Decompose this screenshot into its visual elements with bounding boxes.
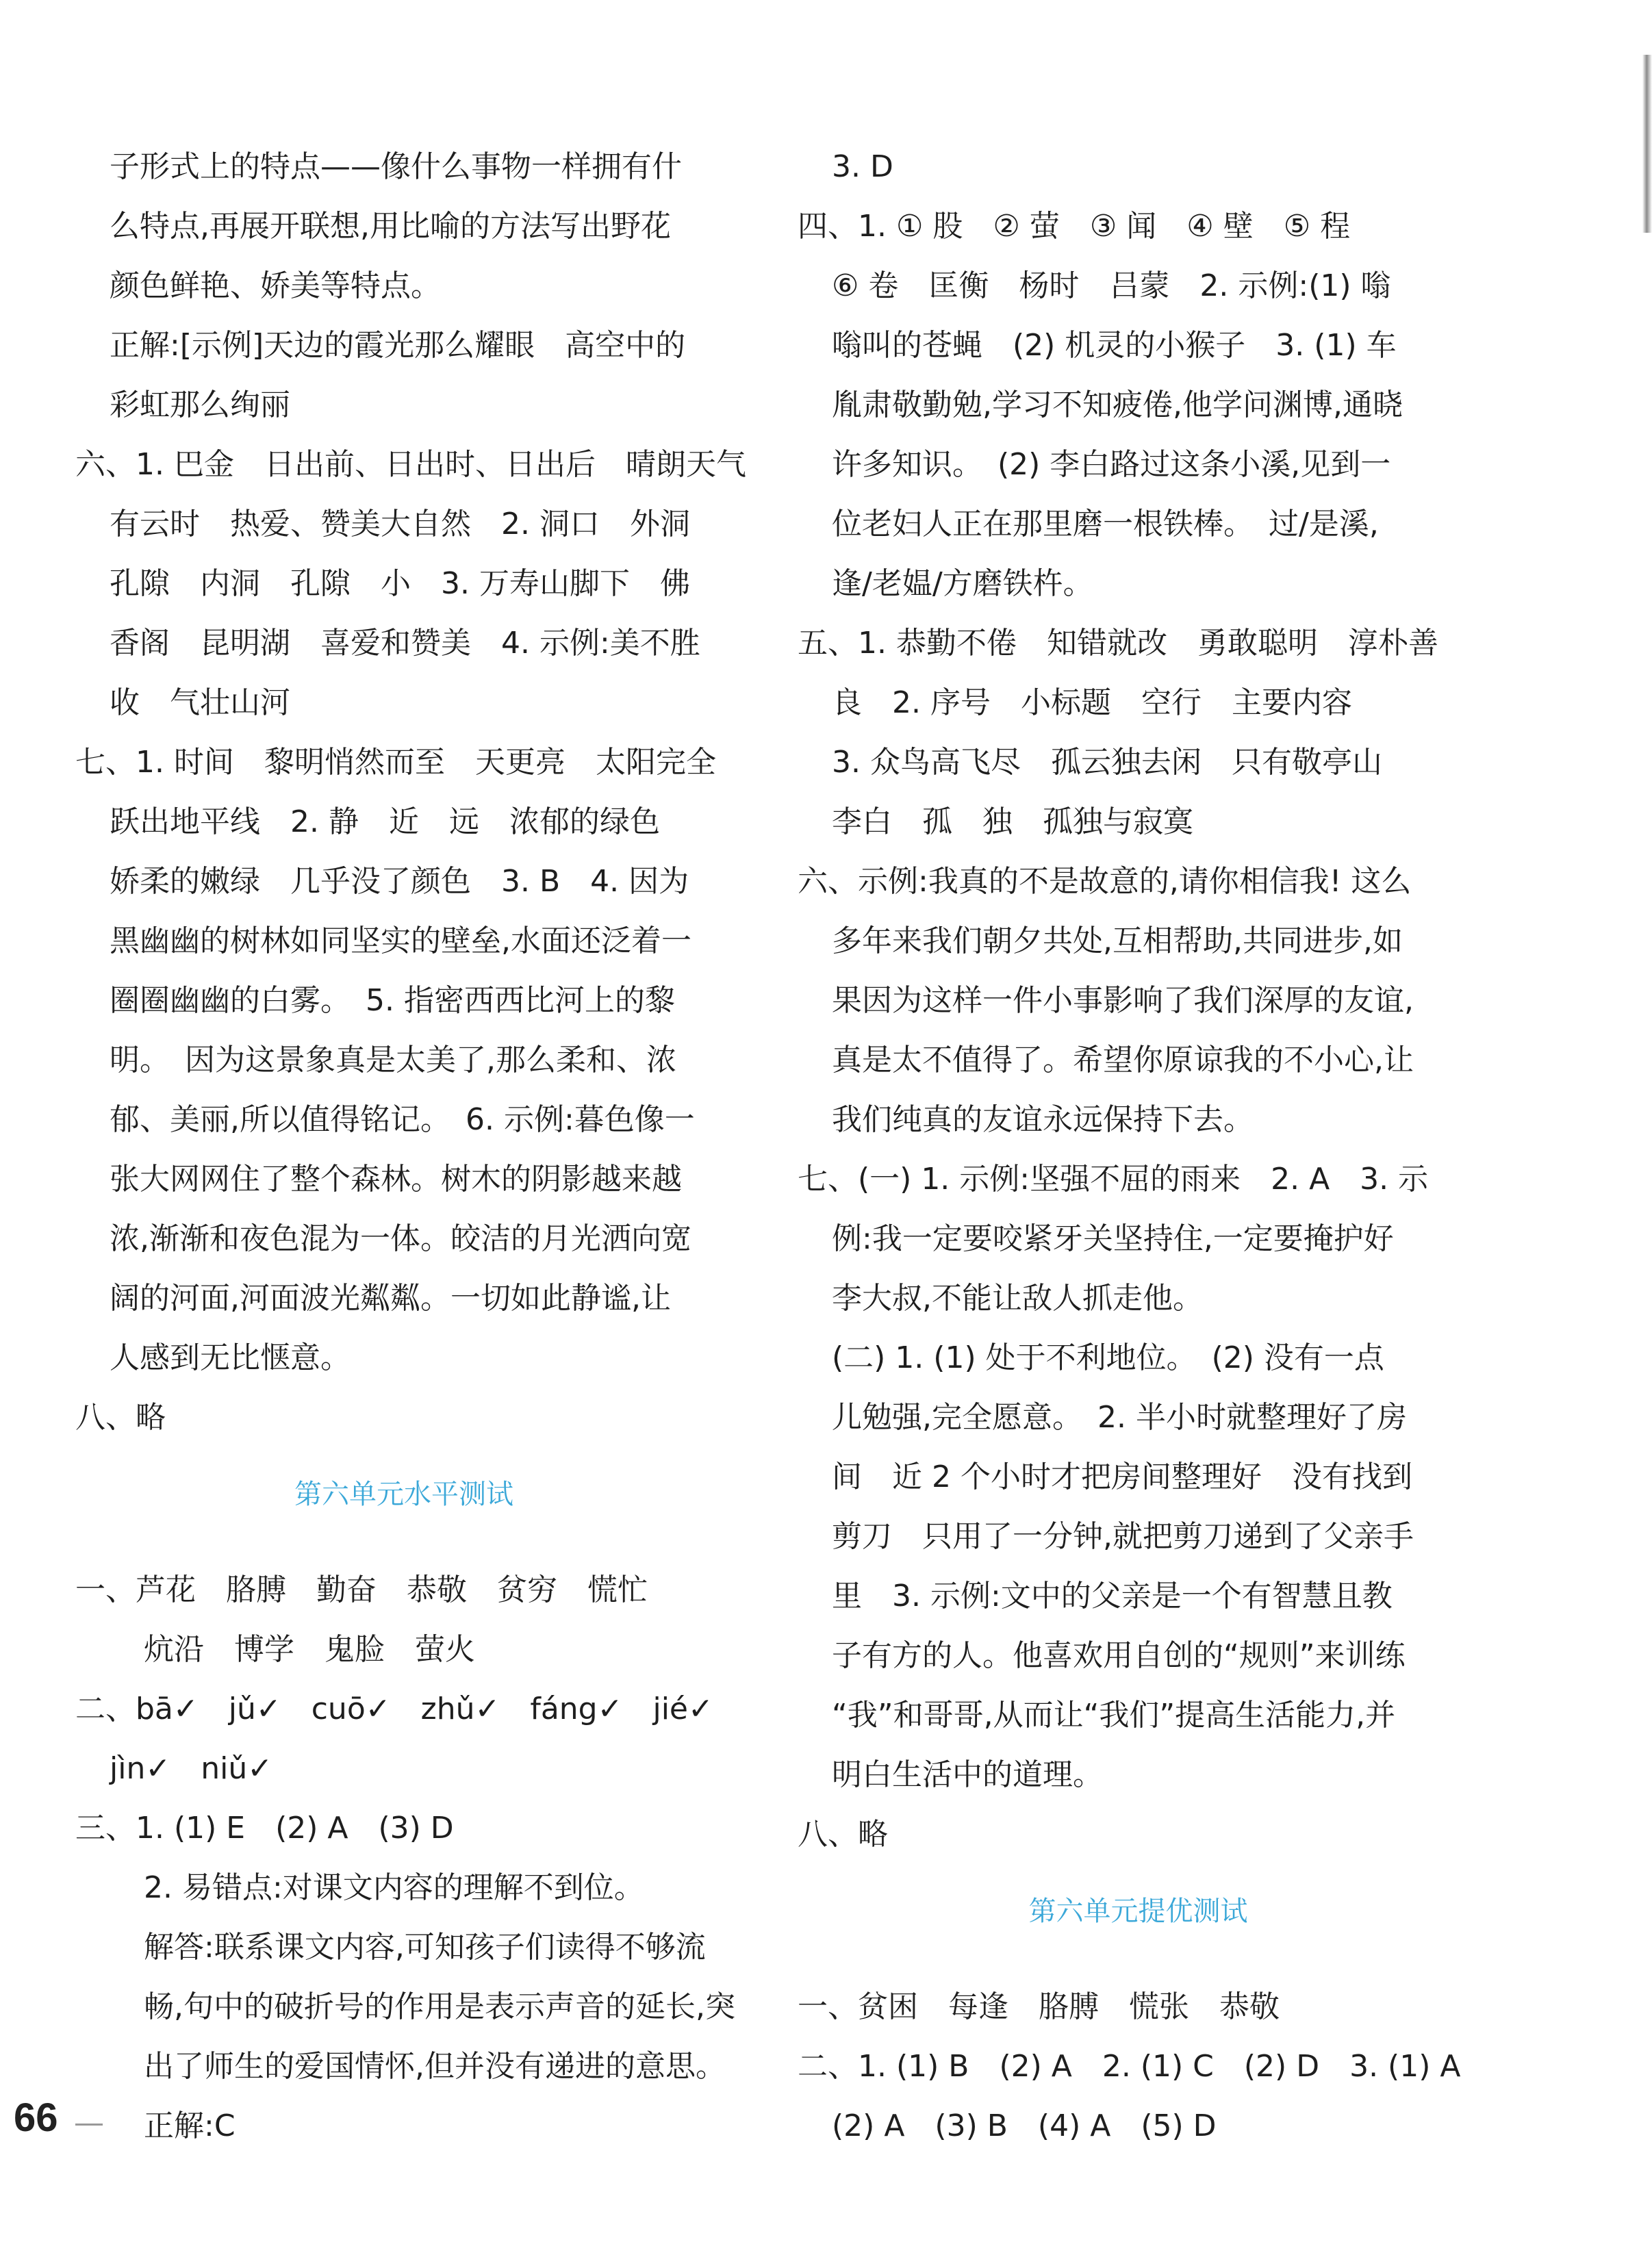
answer-line: ⑥ 卷 匡衡 杨时 吕蒙 2. 示例:(1) 嗡 (832, 268, 1391, 303)
answer-line: 有云时 热爱、赞美大自然 2. 洞口 外洞 (110, 507, 690, 541)
answer-line: 位老妇人正在那里磨一根铁棒。 过/是溪, (832, 507, 1379, 541)
answer-line: 浓,渐渐和夜色混为一体。皎洁的月光洒向宽 (110, 1221, 691, 1256)
answer-line: 一、贫困 每逢 胳膊 慌张 恭敬 (798, 1989, 1280, 2024)
answer-line: 六、1. 巴金 日出前、日出时、日出后 晴朗天气 (75, 447, 746, 482)
answer-line: 黑幽幽的树林如同坚实的壁垒,水面还泛着一 (110, 923, 691, 958)
answer-line: 畅,句中的破折号的作用是表示声音的延长,突 (144, 1989, 735, 2024)
page-number-rule (75, 2124, 103, 2126)
answer-line: 明。 因为这景象真是太美了,那么柔和、浓 (110, 1043, 676, 1078)
page-number: 66 (14, 2095, 58, 2140)
answer-line: 正解:C (144, 2108, 236, 2143)
answer-line: 彩虹那么绚丽 (110, 387, 290, 422)
answer-line: 二、bā✓ jǔ✓ cuō✓ zhǔ✓ fáng✓ jié✓ (75, 1692, 713, 1726)
answer-line: 五、1. 恭勤不倦 知错就改 勇敢聪明 淳朴善 (798, 626, 1438, 661)
answer-line: 六、示例:我真的不是故意的,请你相信我! 这么 (798, 864, 1412, 899)
answer-line: 3. 众鸟高飞尽 孤云独去闲 只有敬亭山 (832, 745, 1382, 780)
answer-line: 出了师生的爱国情怀,但并没有递进的意思。 (144, 2049, 726, 2084)
answer-line: 逢/老媪/方磨铁杵。 (832, 566, 1093, 601)
answer-line: 七、1. 时间 黎明悄然而至 天更亮 太阳完全 (75, 745, 716, 780)
answer-line: 张大网网住了整个森林。树木的阴影越来越 (110, 1162, 682, 1197)
answer-line: 果因为这样一件小事影响了我们深厚的友谊, (832, 983, 1414, 1018)
answer-line: 香阁 昆明湖 喜爱和赞美 4. 示例:美不胜 (110, 626, 700, 661)
answer-line: (2) A (3) B (4) A (5) D (832, 2108, 1217, 2143)
answer-line: 么特点,再展开联想,用比喻的方法写出野花 (110, 209, 671, 244)
answer-line: 一、芦花 胳膊 勤奋 恭敬 贫穷 慌忙 (75, 1572, 648, 1607)
answer-line: 解答:联系课文内容,可知孩子们读得不够流 (144, 1930, 706, 1965)
answer-line: 子有方的人。他喜欢用自创的“规则”来训练 (832, 1638, 1406, 1673)
answer-line: 娇柔的嫩绿 几乎没了颜色 3. B 4. 因为 (110, 864, 689, 899)
answer-line: 阔的河面,河面波光粼粼。一切如此静谧,让 (110, 1281, 671, 1316)
answer-line: 炕沿 博学 鬼脸 萤火 (144, 1632, 475, 1667)
answer-line: 剪刀 只用了一分钟,就把剪刀递到了父亲手 (832, 1519, 1414, 1554)
answer-line: 跃出地平线 2. 静 近 远 浓郁的绿色 (110, 804, 660, 839)
answer-line: 2. 易错点:对课文内容的理解不到位。 (144, 1870, 644, 1905)
answer-line: 3. D (832, 149, 893, 184)
answer-line: 良 2. 序号 小标题 空行 主要内容 (832, 685, 1352, 720)
section-heading: 第六单元提优测试 (1028, 1896, 1248, 1927)
answer-line: 李大叔,不能让敌人抓走他。 (832, 1281, 1203, 1316)
answer-line: 八、略 (798, 1817, 888, 1852)
answer-line: 七、(一) 1. 示例:坚强不屈的雨来 2. A 3. 示 (798, 1162, 1429, 1197)
answer-line: 李白 孤 独 孤独与寂寞 (832, 804, 1193, 839)
answer-line: 我们纯真的友谊永远保持下去。 (832, 1102, 1254, 1137)
left-column (75, 137, 746, 2156)
answer-line: 儿勉强,完全愿意。 2. 半小时就整理好了房 (832, 1400, 1407, 1435)
answer-line: 圈圈幽幽的白雾。 5. 指密西西比河上的黎 (110, 983, 675, 1018)
answer-line: 嗡叫的苍蝇 (2) 机灵的小猴子 3. (1) 车 (832, 328, 1397, 363)
answer-line: 子形式上的特点——像什么事物一样拥有什 (110, 149, 682, 184)
answer-line: (二) 1. (1) 处于不利地位。 (2) 没有一点 (832, 1340, 1384, 1375)
answer-line: 郁、美丽,所以值得铭记。 6. 示例:暮色像一 (110, 1102, 695, 1137)
answer-line: 正解:[示例]天边的霞光那么耀眼 高空中的 (110, 328, 686, 363)
answer-line: jìn✓ niǔ✓ (110, 1751, 273, 1786)
section-heading: 第六单元水平测试 (294, 1479, 513, 1510)
answer-line: 明白生活中的道理。 (832, 1757, 1103, 1792)
page-edge-mark (1642, 55, 1652, 233)
answer-line: “我”和哥哥,从而让“我们”提高生活能力,并 (832, 1698, 1396, 1733)
right-column (798, 137, 1479, 2156)
answer-line: 间 近 2 个小时才把房间整理好 没有找到 (832, 1459, 1412, 1494)
answer-line: 真是太不值得了。希望你原谅我的不小心,让 (832, 1043, 1414, 1078)
answer-line: 人感到无比惬意。 (110, 1340, 351, 1375)
answer-line: 孔隙 内洞 孔隙 小 3. 万寿山脚下 佛 (110, 566, 690, 601)
answer-line: 二、1. (1) B (2) A 2. (1) C (2) D 3. (1) A (798, 2049, 1461, 2084)
answer-line: 八、略 (75, 1400, 166, 1435)
answer-line: 四、1. ① 股 ② 萤 ③ 闻 ④ 壁 ⑤ 程 (798, 209, 1351, 244)
answer-line: 颜色鲜艳、娇美等特点。 (110, 268, 441, 303)
answer-line: 收 气壮山河 (110, 685, 290, 720)
answer-line: 例:我一定要咬紧牙关坚持住,一定要掩护好 (832, 1221, 1394, 1256)
answer-line: 里 3. 示例:文中的父亲是一个有智慧且教 (832, 1579, 1393, 1614)
answer-line: 胤肃敬勤勉,学习不知疲倦,他学问渊博,通晓 (832, 387, 1403, 422)
answer-line: 许多知识。 (2) 李白路过这条小溪,见到一 (832, 447, 1391, 482)
answer-line: 三、1. (1) E (2) A (3) D (75, 1811, 454, 1846)
answer-line: 多年来我们朝夕共处,互相帮助,共同进步,如 (832, 923, 1403, 958)
